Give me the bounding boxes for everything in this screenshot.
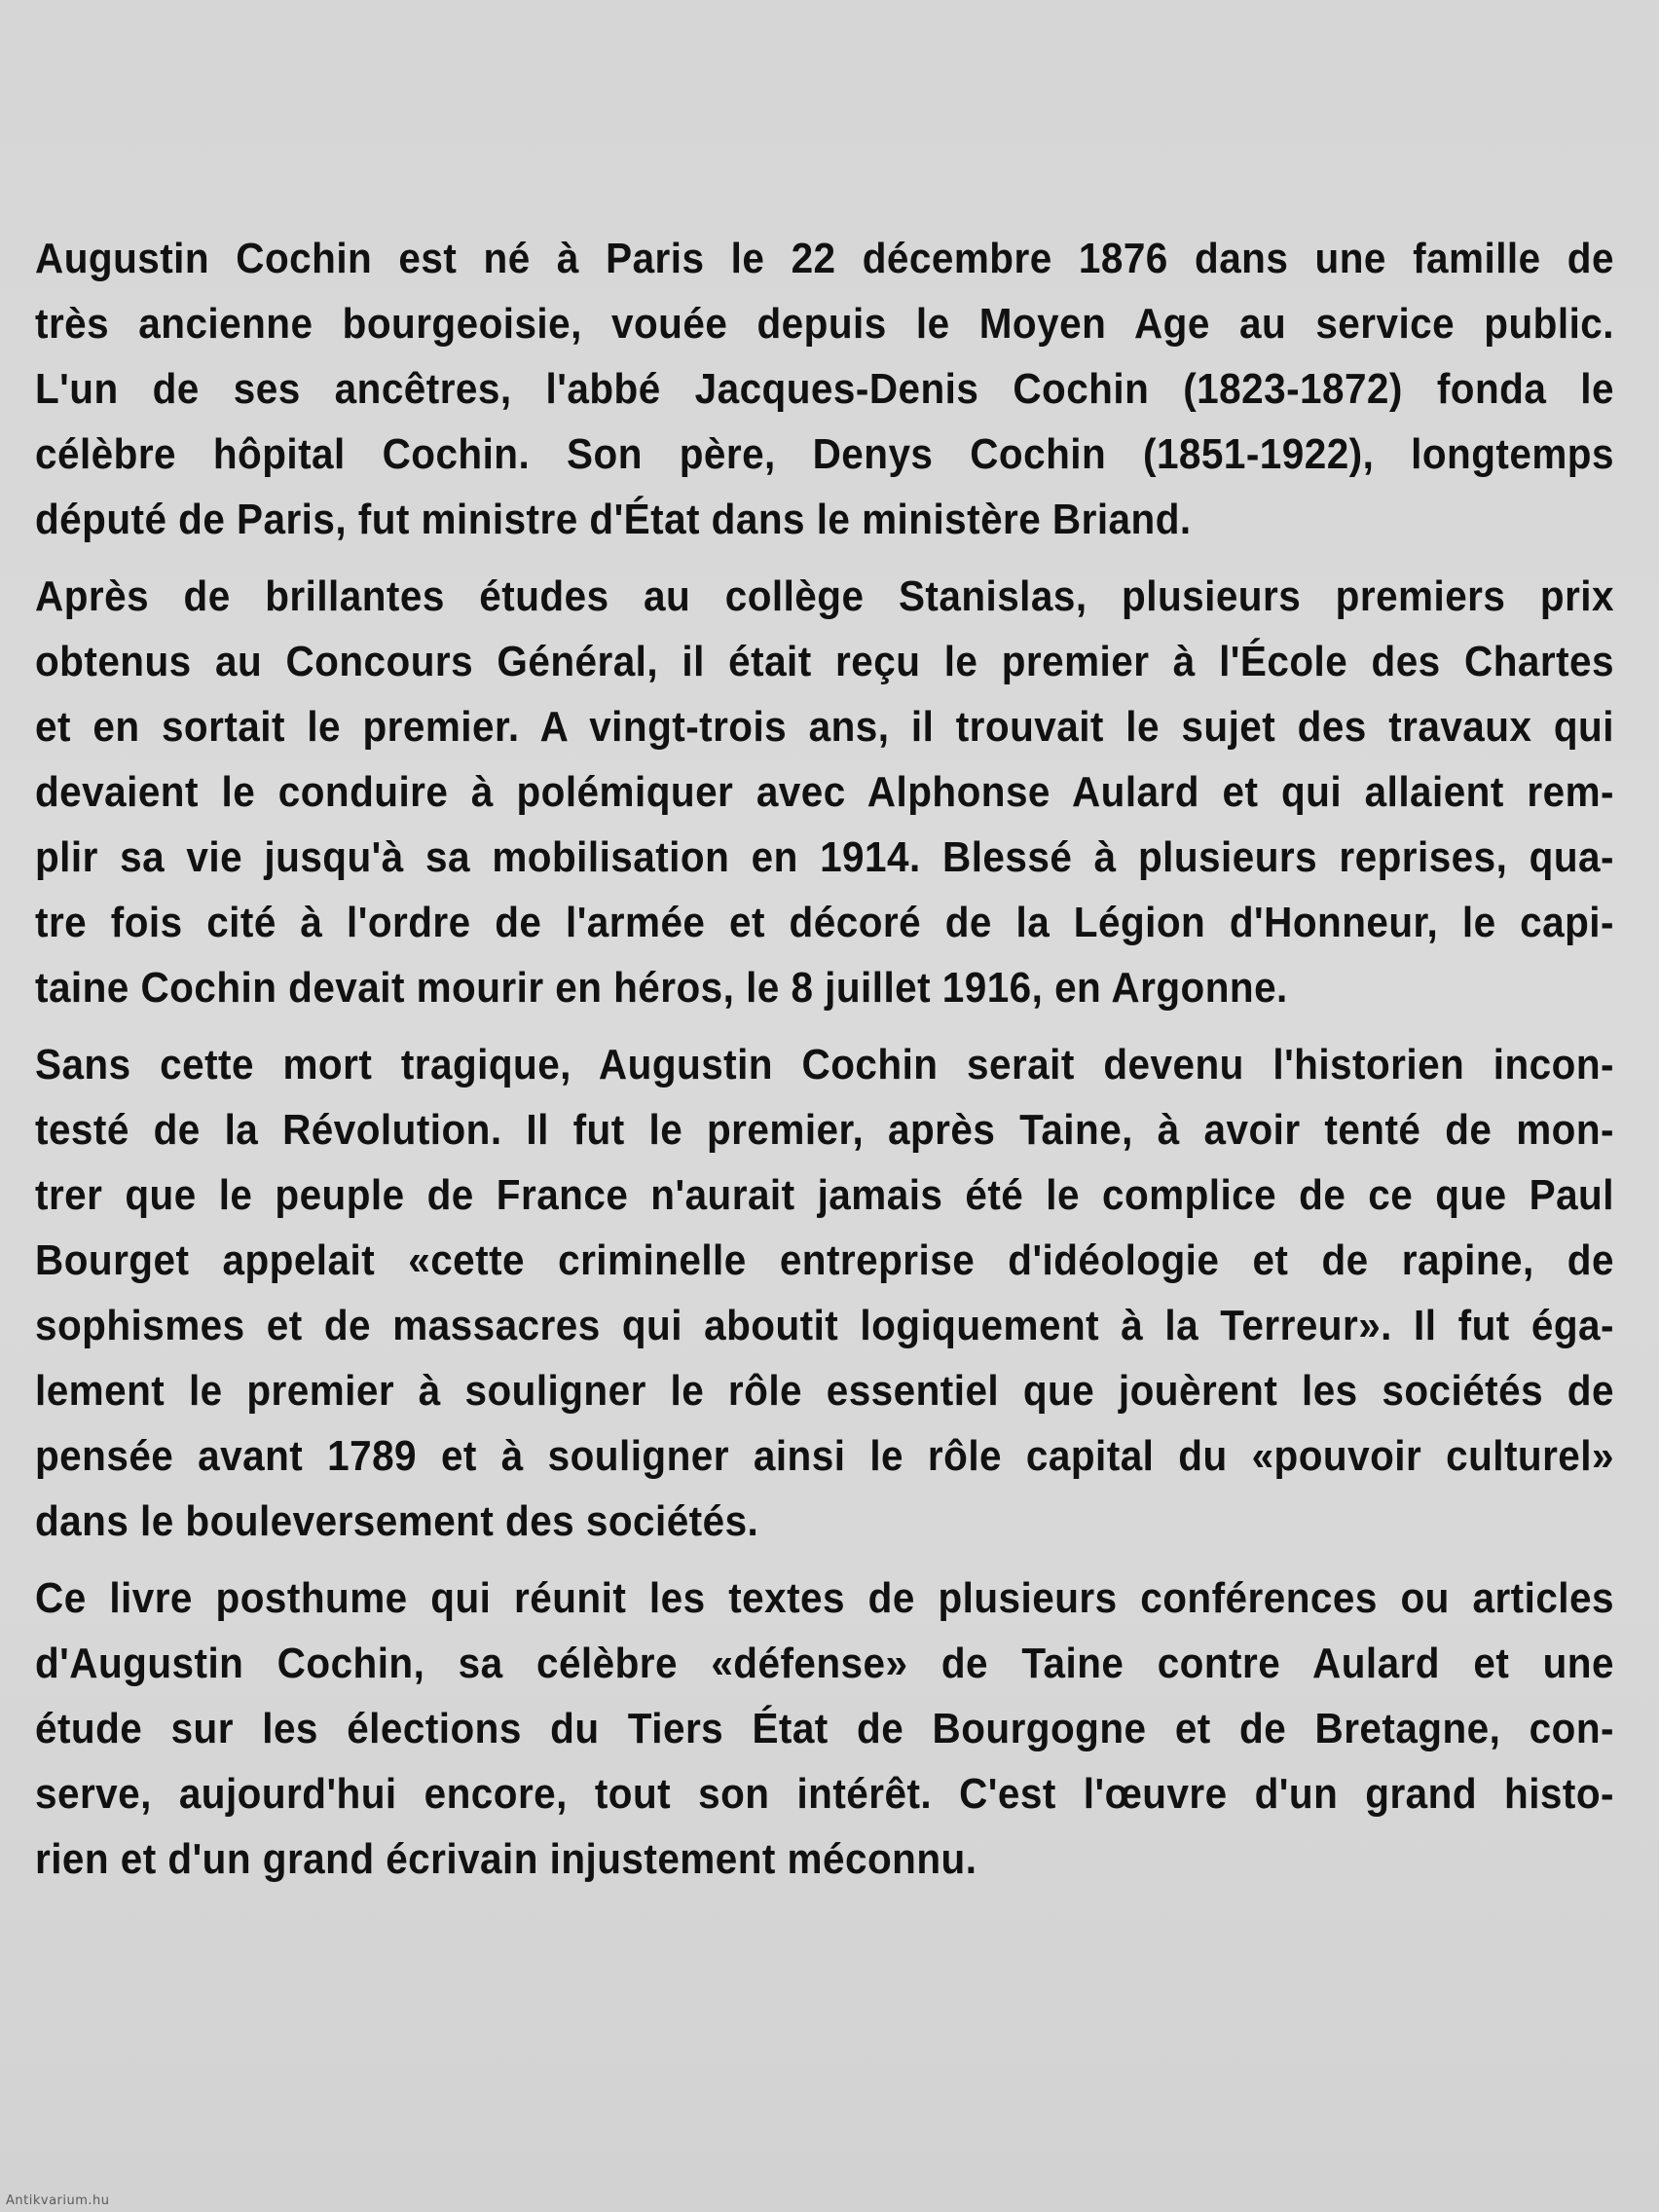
text-line: Sans cette mort tragique, Augustin Cochin serait devenu l'historien incon- [35,1041,1614,1088]
text-line: tre fois cité à l'ordre de l'armée et décoré de la Légion d'Honneur, le capi- [35,899,1614,946]
text-line: L'un de ses ancêtres, l'abbé Jacques-Denis Cochin (1823-1872) fonda le [35,365,1614,413]
text-line: étude sur les élections du Tiers État de Bourgogne et de Bretagne, con- [35,1705,1614,1752]
text-line: Bourget appelait «cette criminelle entreprise d'idéologie et de rapine, de [35,1236,1614,1284]
text-line: Ce livre posthume qui réunit les textes de plusieurs conférences ou articles [35,1574,1614,1622]
text-line: d'Augustin Cochin, sa célèbre «défense» de Taine contre Aulard et une [35,1640,1614,1687]
text-line: plir sa vie jusqu'à sa mobilisation en 1914. Blessé à plusieurs reprises, qua- [35,833,1614,881]
text-line: serve, aujourd'hui encore, tout son intérêt. C'est l'œuvre d'un grand histo- [35,1770,1614,1818]
text-line: rien et d'un grand écrivain injustement méconnu. [35,1835,977,1883]
text-line: devaient le conduire à polémiquer avec Alphonse Aulard et qui allaient rem- [35,768,1614,816]
paragraph-1 [35,226,1614,552]
paragraph-4 [35,1566,1614,1892]
text-line: célèbre hôpital Cochin. Son père, Denys Cochin (1851-1922), longtemps [35,430,1614,478]
text-line: Augustin Cochin est né à Paris le 22 décembre 1876 dans une famille de [35,235,1614,282]
text-line: Après de brillantes études au collège Stanislas, plusieurs premiers prix [35,572,1614,620]
paragraph-2 [35,564,1614,1020]
text-line: testé de la Révolution. Il fut le premier, après Taine, à avoir tenté de mon- [35,1106,1614,1154]
text-line: député de Paris, fut ministre d'État dans le ministère Briand. [35,496,1192,543]
text-line: et en sortait le premier. A vingt-trois ans, il trouvait le sujet des travaux qui [35,703,1614,751]
text-line: obtenus au Concours Général, il était reçu le premier à l'École des Chartes [35,638,1614,685]
text-line: très ancienne bourgeoisie, vouée depuis le Moyen Age au service public. [35,300,1614,348]
paragraph-3 [35,1032,1614,1554]
text-line: sophismes et de massacres qui aboutit logiquement à la Terreur». Il fut éga- [35,1302,1614,1349]
text-line: taine Cochin devait mourir en héros, le 8 juillet 1916, en Argonne. [35,964,1288,1012]
text-line: dans le bouleversement des sociétés. [35,1497,759,1545]
text-line: pensée avant 1789 et à souligner ainsi le rôle capital du «pouvoir culturel» [35,1432,1614,1480]
text-body [35,226,1614,1903]
watermark: Antikvarium.hu [6,2194,110,2208]
text-line: lement le premier à souligner le rôle essentiel que jouèrent les sociétés de [35,1367,1614,1415]
text-line: trer que le peuple de France n'aurait jamais été le complice de ce que Paul [35,1171,1614,1219]
